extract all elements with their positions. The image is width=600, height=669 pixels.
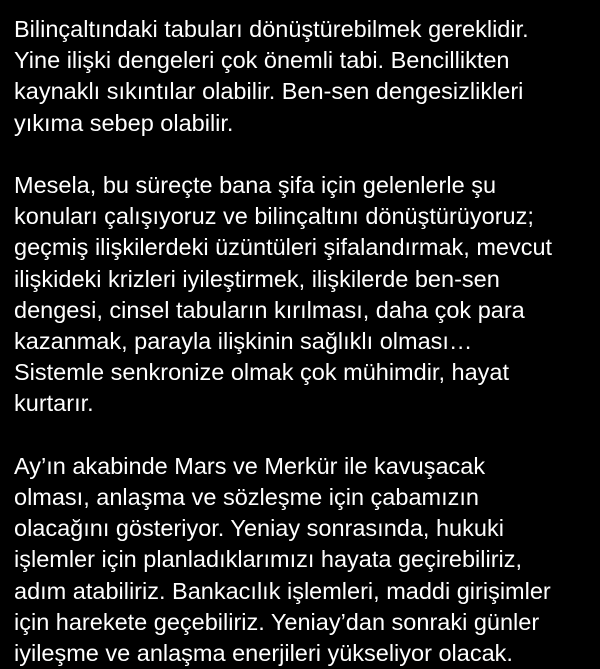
text-line: kurtarır. — [14, 390, 94, 417]
paragraph-1 — [14, 14, 594, 139]
text-line: kazanmak, parayla ilişkinin sağlıklı olması… — [14, 328, 473, 355]
text-line: Mesela, bu süreçte bana şifa için gelenlerle şu — [14, 172, 497, 198]
text-document — [14, 14, 594, 669]
text-line: için harekete geçebiliriz. Yeniay’dan sonraki günler — [14, 608, 540, 635]
text-line: olması, anlaşma ve sözleşme için çabamızın — [14, 484, 479, 511]
text-line: adım atabiliriz. Bankacılık işlemleri, maddi girişimler — [14, 577, 551, 604]
paragraph-2 — [14, 170, 594, 420]
text-line: dengesi, cinsel tabuların kırılması, daha çok para — [14, 296, 525, 323]
text-line: olacağını gösteriyor. Yeniay sonrasında, hukuki — [14, 515, 504, 542]
text-line: Ay’ın akabinde Mars ve Merkür ile kavuşacak — [14, 452, 486, 479]
text-line: geçmiş ilişkilerdeki üzüntüleri şifalandırmak, mevcut — [14, 234, 553, 261]
text-line: yıkıma sebep olabilir. — [14, 109, 234, 136]
text-line: Yine ilişki dengeleri çok önemli tabi. Bencillikten — [14, 47, 510, 74]
text-line: işlemler için planladıklarımızı hayata geçirebiliriz, — [14, 546, 523, 573]
text-line: ilişkideki krizleri iyileştirmek, ilişkilerde ben-sen — [14, 265, 500, 292]
text-line: iyileşme ve anlaşma enerjileri yükseliyor olacak. — [14, 640, 513, 667]
text-line: Sistemle senkronize olmak çok mühimdir, hayat — [14, 359, 510, 386]
paragraph-3 — [14, 451, 594, 669]
text-line: kaynaklı sıkıntılar olabilir. Ben-sen dengesizlikleri — [14, 78, 524, 105]
text-line: Bilinçaltındaki tabuları dönüştürebilmek gereklidir. — [14, 16, 529, 42]
text-line: konuları çalışıyoruz ve bilinçaltını dönüştürüyoruz; — [14, 203, 534, 230]
